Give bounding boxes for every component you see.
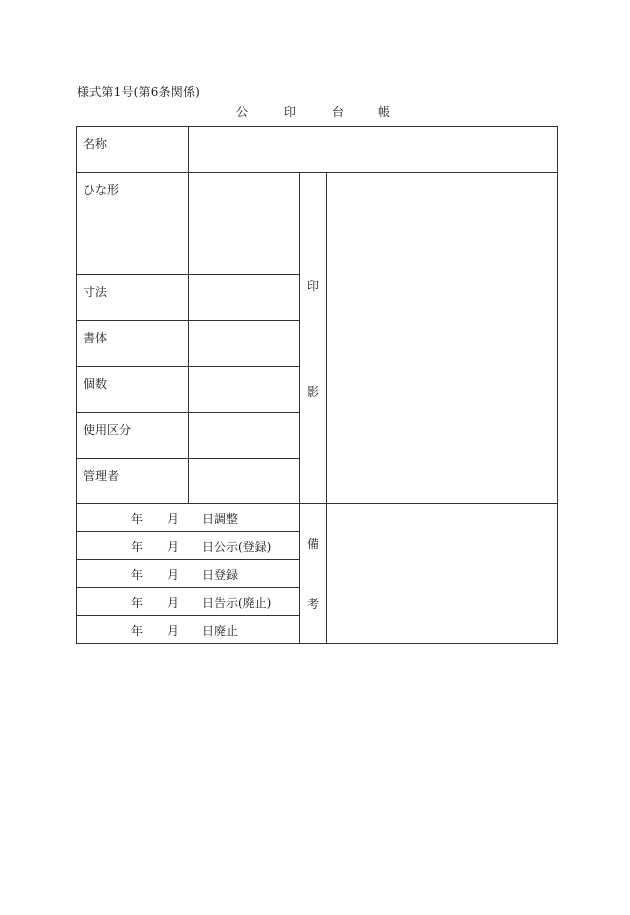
count-label: 個数 bbox=[77, 367, 189, 413]
remarks-label bbox=[300, 504, 327, 644]
name-row bbox=[77, 127, 558, 173]
date-entry-notice-abolition[interactable] bbox=[77, 588, 300, 616]
usage-category-label: 使用区分 bbox=[77, 413, 189, 459]
shape-field[interactable] bbox=[189, 173, 300, 275]
dimensions-label: 寸法 bbox=[77, 275, 189, 321]
date-entry-registration[interactable] bbox=[77, 560, 300, 588]
event-label: 日公示(登録) bbox=[202, 540, 272, 554]
remarks-char: 備 bbox=[306, 537, 319, 551]
typeface-field[interactable] bbox=[189, 321, 300, 367]
date-entry-public-notice-registration[interactable] bbox=[77, 532, 300, 560]
event-label: 日告示(廃止) bbox=[202, 596, 272, 610]
title-char: 印 bbox=[284, 105, 297, 119]
remarks-area[interactable] bbox=[327, 504, 558, 644]
shape-label: ひな形 bbox=[77, 173, 189, 275]
event-label: 日廃止 bbox=[202, 624, 239, 638]
remarks-char: 考 bbox=[306, 597, 319, 611]
title-char: 公 bbox=[236, 105, 249, 119]
count-field[interactable] bbox=[189, 367, 300, 413]
date-entry-abolition[interactable] bbox=[77, 616, 300, 644]
seal-impression-char: 印 bbox=[306, 279, 319, 293]
title-char: 帳 bbox=[378, 105, 391, 119]
typeface-label: 書体 bbox=[77, 321, 189, 367]
manager-field[interactable] bbox=[189, 459, 300, 504]
form-number: 様式第1号(第6条関係) bbox=[77, 85, 201, 99]
month-label: 月 bbox=[167, 596, 180, 610]
shape-row bbox=[77, 173, 558, 275]
month-label: 月 bbox=[167, 568, 180, 582]
manager-label: 管理者 bbox=[77, 459, 189, 504]
name-field[interactable] bbox=[189, 127, 558, 173]
date-row bbox=[77, 504, 558, 532]
year-label: 年 bbox=[131, 596, 144, 610]
month-label: 月 bbox=[167, 540, 180, 554]
year-label: 年 bbox=[131, 540, 144, 554]
event-label: 日調整 bbox=[202, 512, 239, 526]
seal-impression-label bbox=[300, 173, 327, 504]
seal-impression-area[interactable] bbox=[327, 173, 558, 504]
seal-impression-char: 影 bbox=[306, 385, 319, 399]
year-label: 年 bbox=[131, 568, 144, 582]
month-label: 月 bbox=[167, 512, 180, 526]
event-label: 日登録 bbox=[202, 568, 239, 582]
name-label: 名称 bbox=[77, 127, 189, 173]
date-entry-adjustment[interactable] bbox=[77, 504, 300, 532]
year-label: 年 bbox=[131, 512, 144, 526]
month-label: 月 bbox=[167, 624, 180, 638]
seal-ledger-table bbox=[76, 126, 558, 644]
year-label: 年 bbox=[131, 624, 144, 638]
title-char: 台 bbox=[332, 105, 345, 119]
dimensions-field[interactable] bbox=[189, 275, 300, 321]
usage-category-field[interactable] bbox=[189, 413, 300, 459]
